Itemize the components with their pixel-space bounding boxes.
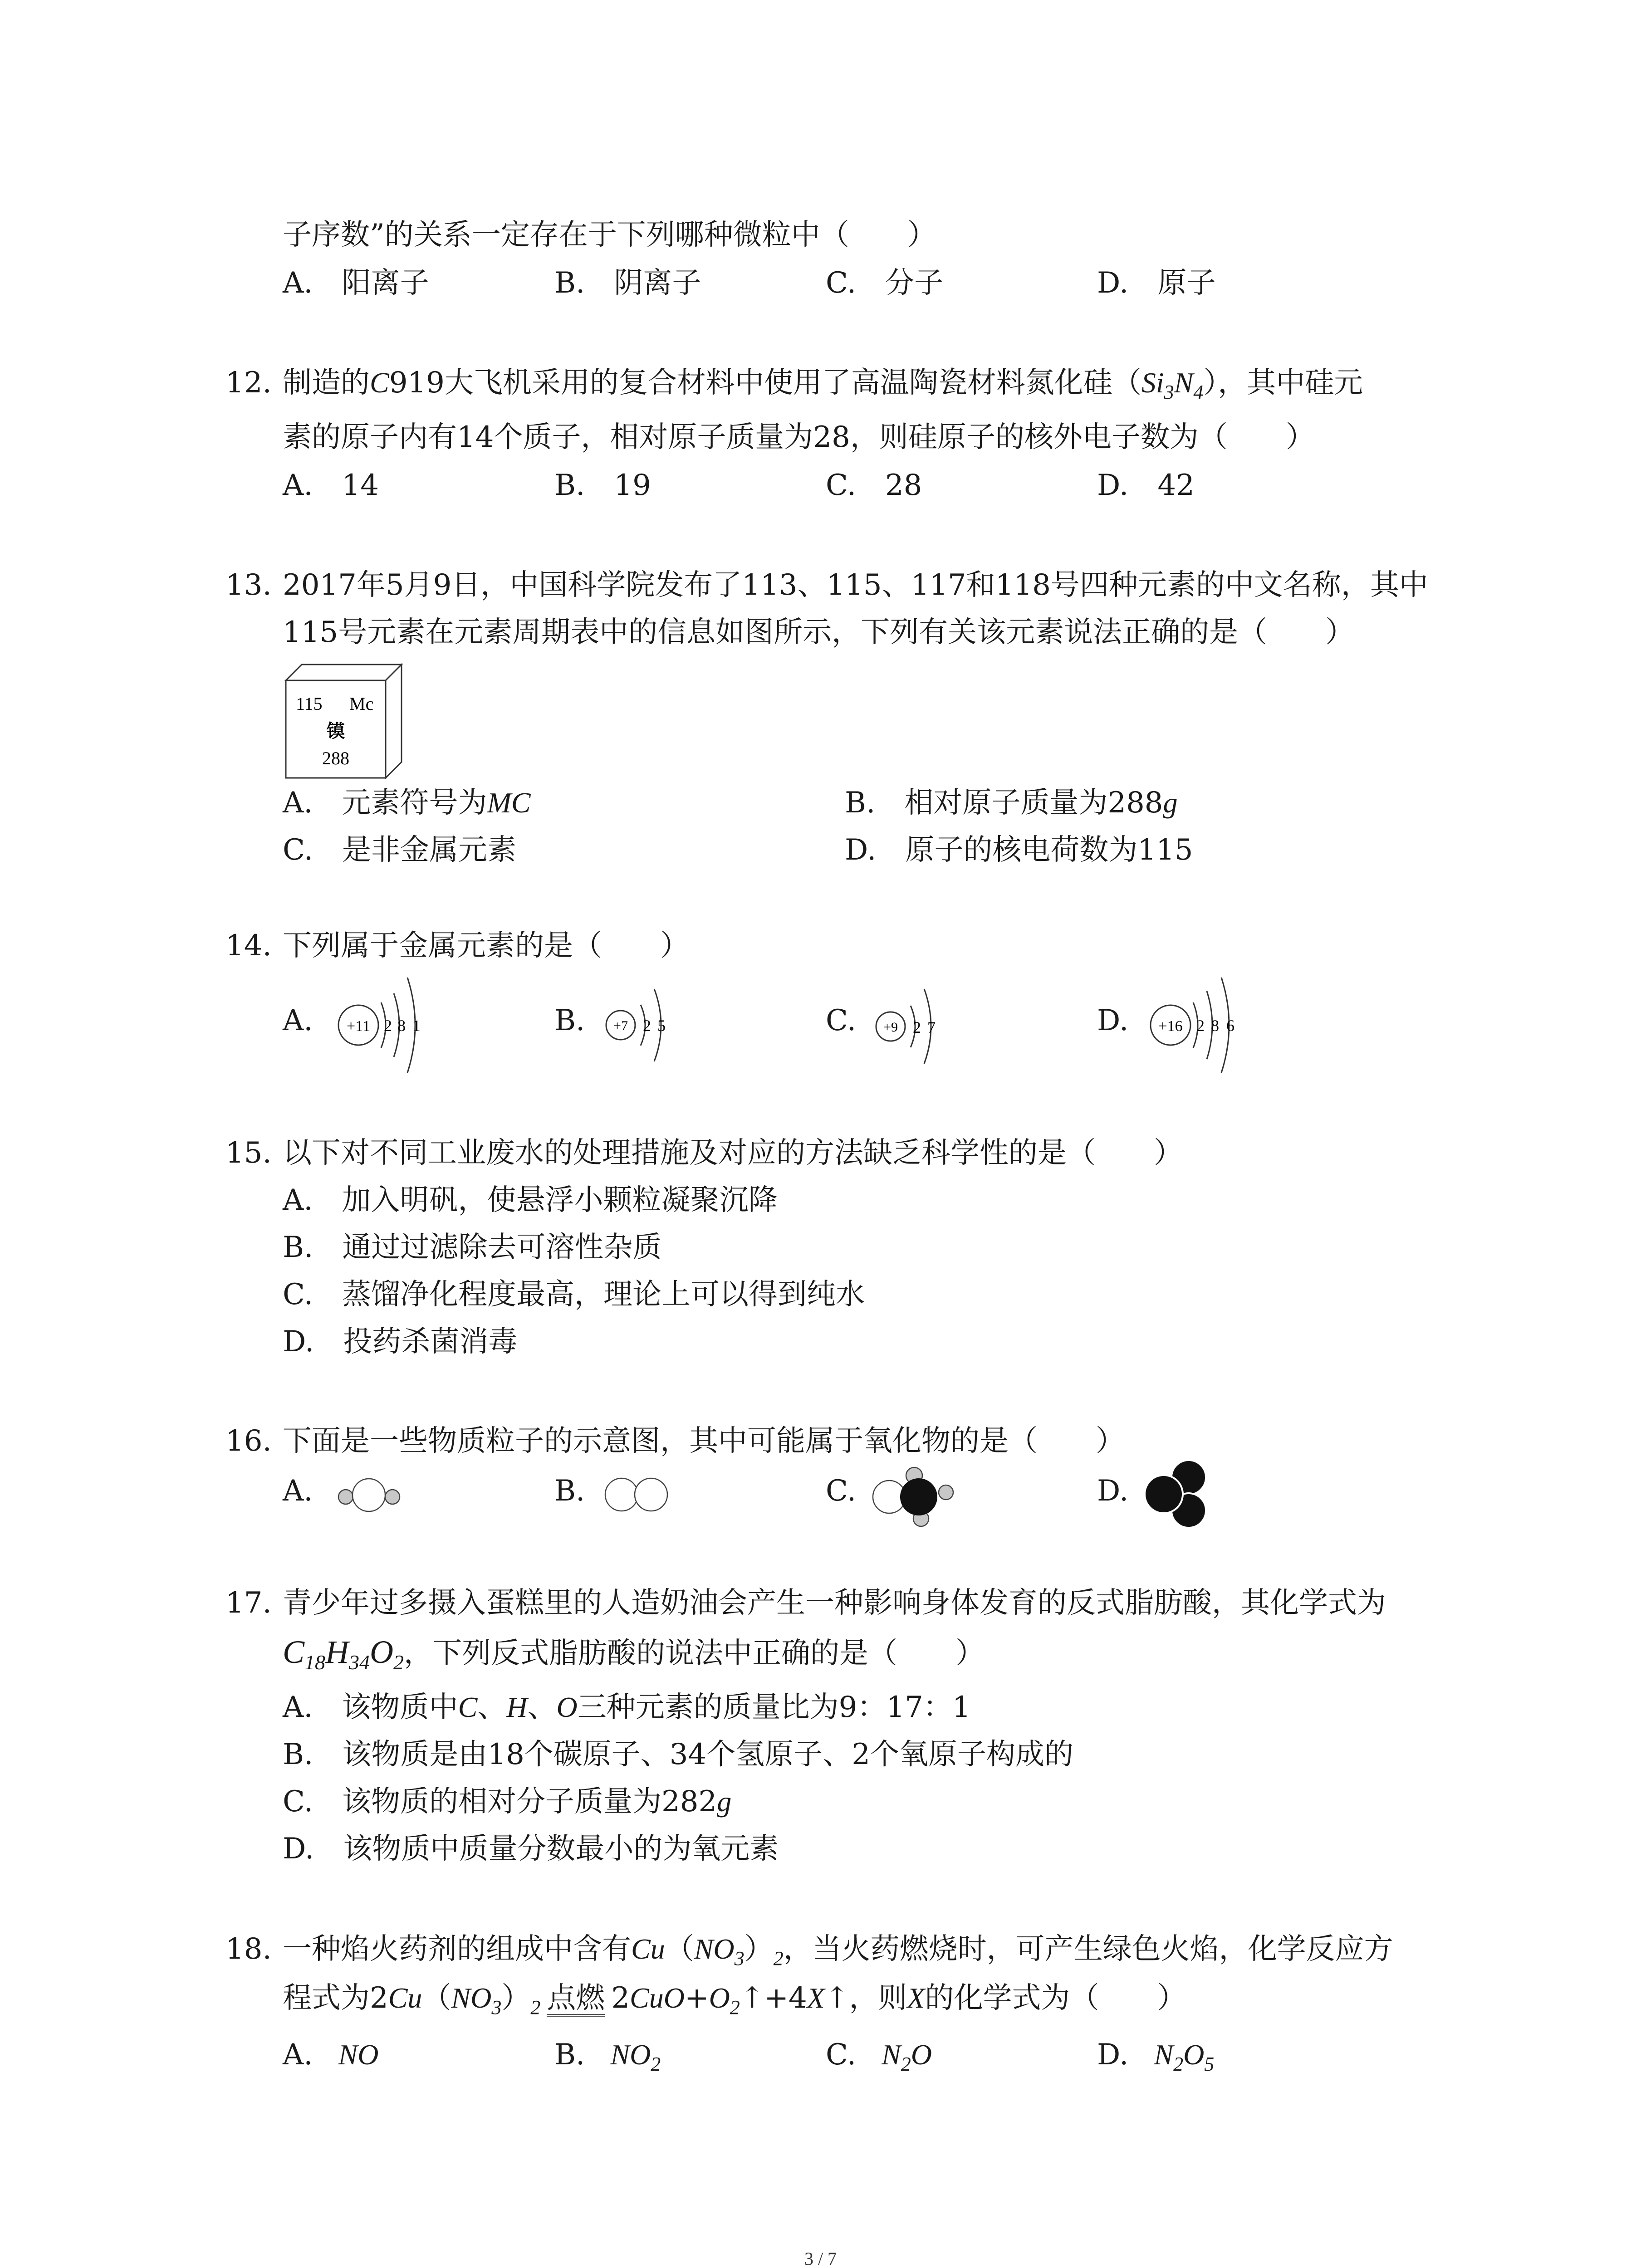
q12-number: 12. [225, 366, 272, 400]
q12-stem-line2: 素的原子内有14个质子，相对原子质量为28，则硅原子的核外电子数为（ ） [283, 420, 1315, 454]
q18-option-c: C. $N_2O$ [826, 2038, 932, 2075]
q15-option-a: A. 加入明矾，使悬浮小颗粒凝聚沉降 [283, 1183, 778, 1217]
q11-stem-tail: 子序数”的关系一定存在于下列哪种微粒中（ ） [283, 218, 936, 252]
svg-text:2: 2 [643, 1017, 651, 1035]
element-tile-mass: 288 [322, 748, 349, 768]
element-tile-name: 镆 [327, 721, 345, 741]
svg-text:1: 1 [412, 1017, 421, 1035]
q11-option-c: C. 分子 [826, 266, 944, 300]
q14-option-d-label: D. [1097, 1004, 1129, 1037]
svg-text:6: 6 [1226, 1017, 1234, 1035]
q13-number: 13. [225, 568, 272, 602]
q12-option-b: B. 19 [554, 469, 651, 502]
element-tile-number: 115 [296, 694, 323, 714]
q18-option-b: B. $NO_2$ [554, 2038, 661, 2075]
element-tile-symbol: Mc [349, 694, 374, 714]
atom-structure-b [594, 978, 685, 1073]
q13-stem-line1: 2017年5月9日，中国科学院发布了113、115、117和118号四种元素的中文名称，其中 [283, 568, 1428, 602]
q15-number: 15. [225, 1136, 272, 1170]
q17-option-d: D. 该物质中质量分数最小的为氧元素 [283, 1832, 779, 1866]
svg-text:7: 7 [927, 1018, 936, 1036]
atom-structure-d [1139, 968, 1261, 1077]
q18-option-d: D. $N_2O_5$ [1097, 2038, 1215, 2075]
q17-option-b: B. 该物质是由18个碳原子、34个氢原子、2个氧原子构成的 [283, 1738, 1073, 1771]
q14-option-c-label: C. [826, 1004, 857, 1037]
q17-stem-line2: $C_{18}H_{34}O_2$，下列反式脂肪酸的说法中正确的是（ ） [283, 1634, 985, 1674]
svg-text:5: 5 [657, 1017, 666, 1035]
q12-option-d: D. 42 [1097, 469, 1195, 502]
q11-option-b: B. 阴离子 [554, 266, 701, 300]
q15-option-d: D. 投药杀菌消毒 [283, 1325, 518, 1359]
q18-stem-line2: 程式为$2Cu(NO_3)_2$ 点燃 $2CuO+O_2↑+4X↑$，则X的化学式为（ ） [283, 1981, 1186, 2019]
atom-structure-a [327, 968, 445, 1077]
svg-text:+11: +11 [347, 1018, 370, 1035]
q15-option-b: B. 通过过滤除去可溶性杂质 [283, 1231, 662, 1264]
svg-text:8: 8 [397, 1017, 406, 1035]
svg-text:8: 8 [1211, 1017, 1219, 1035]
q16-number: 16. [225, 1424, 272, 1458]
molecule-b-diagram [601, 1474, 674, 1515]
q16-option-b-label: B. [554, 1474, 585, 1508]
q16-option-d-label: D. [1097, 1474, 1129, 1508]
q16-stem: 下面是一些物质粒子的示意图，其中可能属于氧化物的是（ ） [283, 1424, 1125, 1458]
q11-option-d: D. 原子 [1097, 266, 1216, 300]
q13-option-c: C. 是非金属元素 [283, 833, 517, 867]
svg-text:2: 2 [384, 1017, 392, 1035]
q17-number: 17. [225, 1586, 272, 1620]
q11-option-a: A. 阳离子 [283, 266, 429, 300]
q12-stem-line1: 制造的C919大飞机采用的复合材料中使用了高温陶瓷材料氮化硅$(Si_3N_4)$，其中硅元 [283, 366, 1363, 403]
q12-option-a: A. 14 [283, 469, 379, 502]
svg-text:+16: +16 [1158, 1018, 1183, 1035]
svg-text:2: 2 [1196, 1017, 1205, 1035]
molecule-a-diagram [333, 1476, 406, 1513]
q15-option-c: C. 蒸馏净化程度最高，理论上可以得到纯水 [283, 1278, 865, 1311]
q18-stem-line1: 一种焰火药剂的组成中含有$Cu(NO_3)_2$，当火药燃烧时，可产生绿色火焰，化学反应方 [283, 1932, 1393, 1970]
svg-text:+9: +9 [883, 1020, 898, 1035]
q17-option-c: C. 该物质的相对分子质量为282g [283, 1785, 732, 1818]
q13-option-b: B. 相对原子质量为288g [845, 786, 1178, 820]
q16-option-a-label: A. [283, 1474, 313, 1508]
q15-stem: 以下对不同工业废水的处理措施及对应的方法缺乏科学性的是（ ） [283, 1136, 1183, 1170]
page-number: 3 / 7 [804, 2248, 837, 2268]
q13-option-d: D. 原子的核电荷数为115 [845, 833, 1193, 867]
svg-text:+7: +7 [613, 1018, 628, 1033]
q12-option-c: C. 28 [826, 469, 922, 502]
q14-option-b-label: B. [554, 1004, 585, 1037]
q14-number: 14. [225, 929, 272, 963]
q18-number: 18. [225, 1932, 272, 1966]
q17-stem-line1: 青少年过多摄入蛋糕里的人造奶油会产生一种影响身体发育的反式脂肪酸，其化学式为 [283, 1586, 1386, 1620]
molecule-c-diagram [869, 1463, 960, 1531]
q18-option-a: A. NO [283, 2038, 379, 2072]
q14-option-a-label: A. [283, 1004, 313, 1037]
q14-stem: 下列属于金属元素的是（ ） [283, 929, 689, 963]
atom-structure-c [864, 978, 955, 1073]
q16-option-c-label: C. [826, 1474, 857, 1508]
svg-text:2: 2 [913, 1018, 921, 1036]
molecule-d-diagram [1136, 1457, 1218, 1530]
q13-stem-line2: 115号元素在元素周期表中的信息如图所示，下列有关该元素说法正确的是（ ） [283, 616, 1355, 649]
element-tile-figure [281, 660, 408, 782]
reaction-condition: 点燃 [547, 1982, 605, 2017]
q13-option-a: A. 元素符号为MC [283, 786, 531, 820]
q17-option-a: A. 该物质中C、H、O三种元素的质量比为9：17：1 [283, 1691, 971, 1724]
